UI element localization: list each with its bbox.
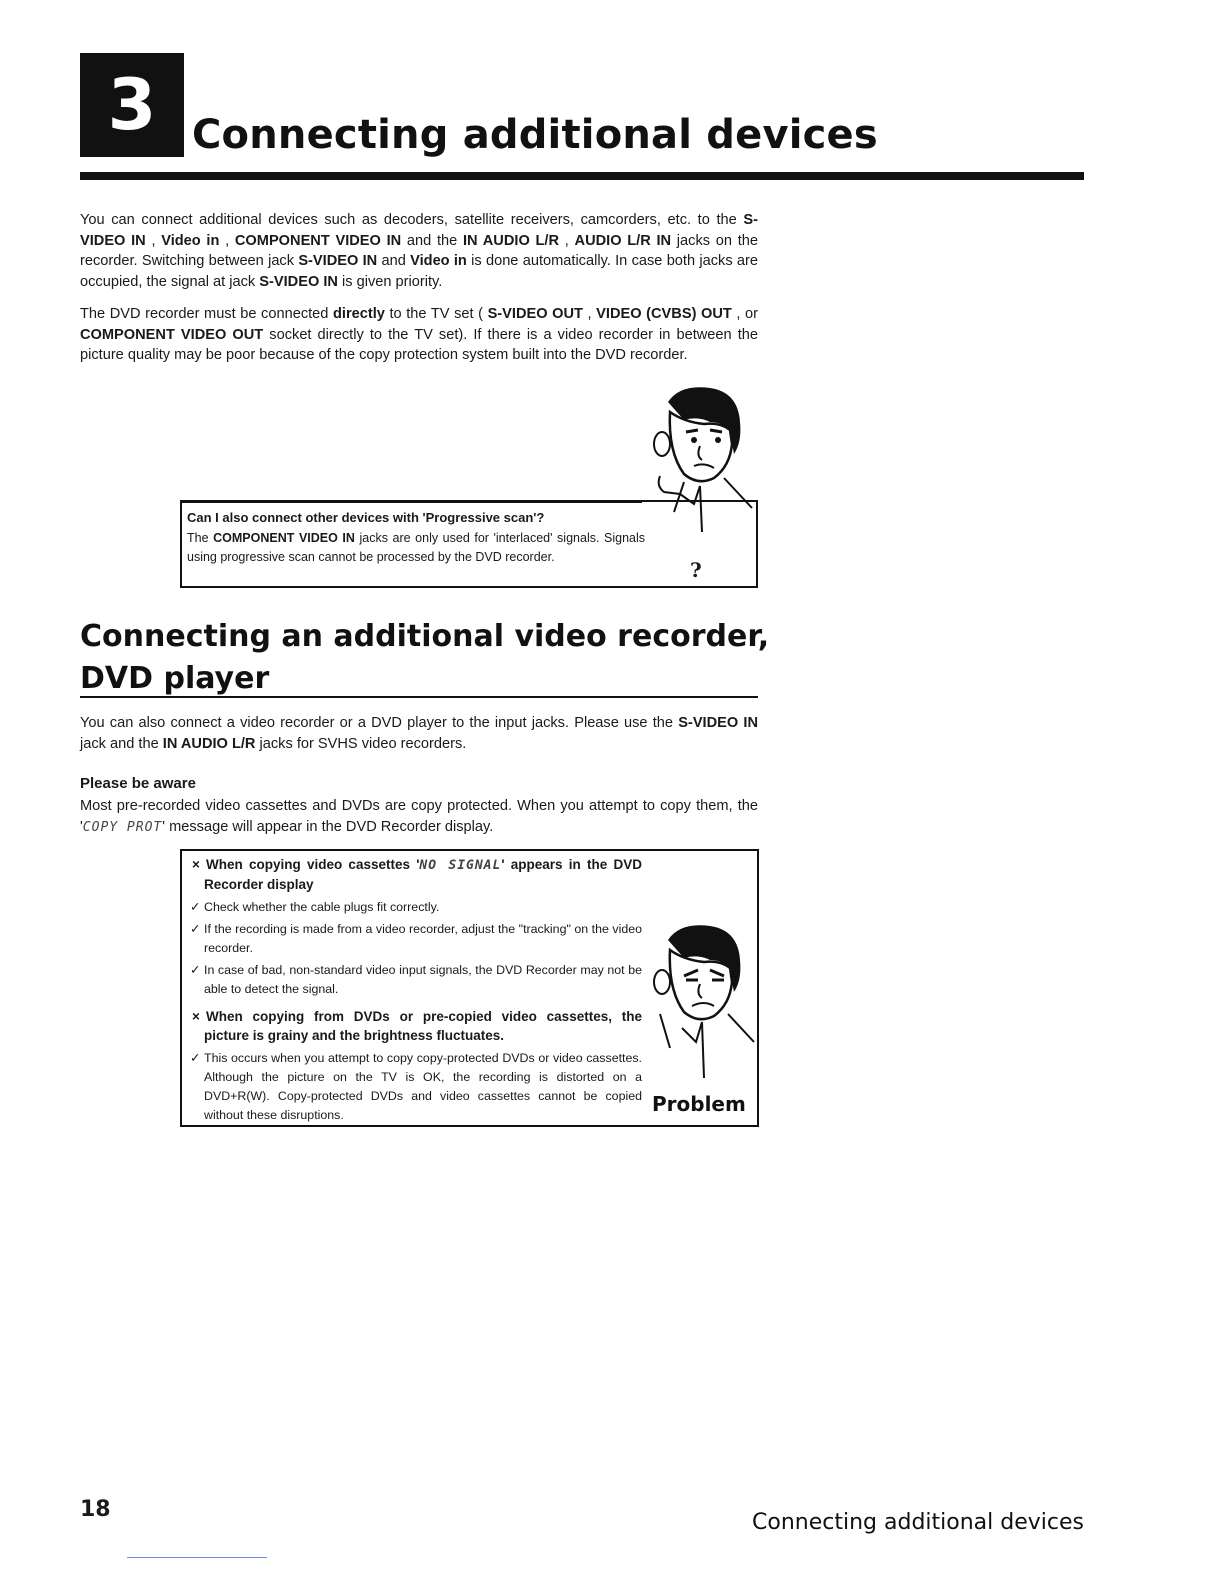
problem-item: ✓ If the recording is made from a video recorder, adjust the "tracking" on the video recorder. [190,922,642,955]
problem-item: ✓ This occurs when you attempt to copy copy-protected DVDs or video cassettes. Although the picture on the TV is OK, the recording is distorted on a DVD+R(W). Copy-protected DVDs and video cassettes cannot be copied without these disruptions. [190,1051,642,1122]
question-mark-symbol: ? [690,558,702,582]
frustrated-man-illustration [640,918,760,1088]
problem-heading-1: × When copying video cassettes 'NO SIGNAL' appears in the DVD Recorder display [192,857,642,892]
aware-paragraph: Most pre-recorded video cassettes and DVDs are copy protected. When you attempt to copy them, the 'COPY PROT' message will appear in the DVD Recorder display. [80,798,758,835]
problem-label: Problem [652,1092,746,1116]
tip-top-rule [182,502,642,503]
tip-box [180,500,758,588]
problem-heading-2: × When copying from DVDs or pre-copied video cassettes, the picture is grainy and the brightness fluctuates. [192,1009,642,1043]
section-title: Connecting an additional video recorder, DVD player [80,619,770,696]
chapter-title: Connecting additional devices [192,112,878,158]
header-divider [80,172,1084,180]
footer-title: Connecting additional devices [752,1510,1084,1535]
problem-item: ✓ In case of bad, non-standard video input signals, the DVD Recorder may not be able to detect the signal. [190,963,642,996]
problem-item: ✓ Check whether the cable plugs fit correctly. [190,900,440,914]
aware-label: Please be aware [80,775,196,792]
intro-paragraph-1: You can connect additional devices such as decoders, satellite receivers, camcorders, etc. to the S-VIDEO IN , Video in , COMPONENT VIDEO IN and the IN AUDIO L/R , AUDIO L/R IN jacks on the recorder. Switching between jack S-VIDEO IN and Video in is done automatically. In case both jacks are occupied, the signal at jack S-VIDEO IN is given priority. [80,212,759,290]
page-number: 18 [80,1497,111,1522]
section-divider [80,696,758,698]
tip-question: Can I also connect other devices with 'Progressive scan'? [187,510,545,525]
footer-link-underline [127,1557,267,1558]
chapter-number-badge: 3 [80,53,184,157]
section-paragraph: You can also connect a video recorder or a DVD player to the input jacks. Please use the S-VIDEO IN jack and the IN AUDIO L/R jacks for SVHS video recorders. [80,715,759,752]
intro-paragraph-2: The DVD recorder must be connected directly to the TV set ( S-VIDEO OUT , VIDEO (CVBS) OUT , or COMPONENT VIDEO OUT socket directly to the TV set). If there is a video recorder in between the picture quality may be poor because of the copy protection system built into the DVD recorder. [80,306,759,363]
tip-answer: The COMPONENT VIDEO IN jacks are only used for 'interlaced' signals. Signals using progressive scan cannot be processed by the DVD recorder. [187,531,646,564]
